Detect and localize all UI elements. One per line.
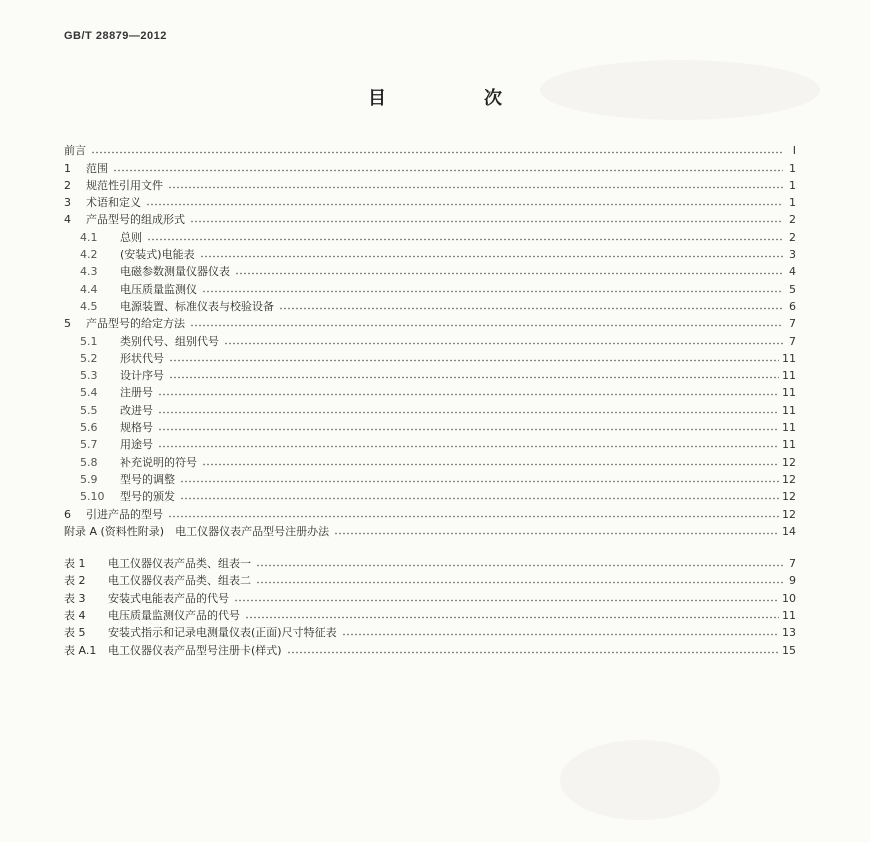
toc-entry-label	[64, 574, 253, 587]
dot-leader	[202, 290, 783, 293]
toc-entry-page-number: 5	[789, 282, 796, 296]
toc-entry-title: 规范性引用文件	[86, 178, 163, 192]
toc-entry[interactable]	[64, 382, 796, 399]
toc-entry[interactable]	[64, 503, 796, 520]
toc-entry-label	[80, 352, 166, 365]
toc-entry[interactable]	[64, 434, 796, 451]
toc-entry-title: 附录 A (资料性附录) 电工仪器仪表产品型号注册办法	[64, 524, 330, 538]
toc-entry-label	[80, 473, 177, 486]
toc-entry-page-number: 11	[782, 369, 796, 383]
toc-entry[interactable]	[64, 244, 796, 261]
toc-entry-title: 总则	[120, 230, 142, 244]
toc-entry-label	[80, 335, 221, 348]
toc-entry-page-number: 1	[789, 161, 796, 175]
toc-entry-number: 4.5	[80, 299, 98, 313]
toc-entry-number: 2	[64, 178, 71, 192]
toc-entry-label	[80, 490, 177, 503]
toc-entry-label	[80, 231, 144, 244]
toc-entry-page-number: 2	[789, 230, 796, 244]
toc-entry-page-number: 12	[782, 455, 796, 469]
dot-leader	[202, 463, 779, 466]
toc-entry[interactable]	[64, 521, 796, 538]
dot-leader	[342, 633, 779, 636]
toc-entry-number: 4.1	[80, 230, 98, 244]
toc-entry-label	[80, 404, 155, 417]
toc-entry-page-number: 12	[782, 507, 796, 521]
dot-leader	[180, 480, 779, 483]
standard-code: GB/T 28879—2012	[64, 30, 167, 42]
dot-leader	[180, 497, 779, 500]
dot-leader	[200, 255, 783, 258]
scan-smudge	[560, 740, 720, 820]
toc-entry-number: 6	[64, 507, 71, 521]
toc-entry-number: 5.2	[80, 351, 98, 365]
toc-table-list	[64, 553, 796, 657]
toc-entry[interactable]	[64, 209, 796, 226]
toc-entry-title: 电磁参数测量仪器仪表	[120, 265, 230, 279]
toc-entry-title: 范围	[86, 161, 108, 175]
toc-entry-page-number: Ⅰ	[792, 144, 796, 158]
toc-entry[interactable]	[64, 313, 796, 330]
toc-entry-page-number: 11	[782, 609, 796, 623]
table-list-entry[interactable]	[64, 570, 796, 587]
dot-leader	[158, 445, 779, 448]
dot-leader	[234, 599, 779, 602]
toc-entry-page-number: 15	[782, 643, 796, 657]
page-title: 目 次	[368, 88, 542, 109]
toc-entry-page-number: 12	[782, 472, 796, 486]
toc-entry-page-number: 11	[782, 386, 796, 400]
toc-entry[interactable]	[64, 348, 796, 365]
toc-entry-number: 表 A.1	[64, 643, 97, 657]
toc-entry-page-number: 3	[789, 248, 796, 262]
toc-entry-number: 5.1	[80, 334, 98, 348]
toc-entry-title: 安装式电能表产品的代号	[108, 591, 229, 605]
dot-leader	[224, 342, 783, 345]
toc-entry[interactable]	[64, 486, 796, 503]
dot-leader	[169, 376, 779, 379]
toc-entry-label	[80, 369, 166, 382]
toc-entry-title: 电压质量监测仪产品的代号	[108, 609, 240, 623]
toc-entry-title: 前言	[64, 144, 86, 158]
toc-entry-title: 型号的调整	[120, 472, 175, 486]
toc-entry-label	[80, 456, 199, 469]
toc-entry[interactable]	[64, 451, 796, 468]
toc-entry-number: 表 2	[64, 574, 86, 588]
toc-entry-title: 注册号	[120, 386, 153, 400]
toc-entry-title: 改进号	[120, 403, 153, 417]
toc-entry-label	[64, 525, 331, 538]
toc-entry-title: 安装式指示和记录电测量仪表(正面)尺寸特征表	[108, 626, 337, 640]
toc-entry[interactable]	[64, 192, 796, 209]
toc-entry-page-number: 11	[782, 403, 796, 417]
toc-entry[interactable]	[64, 399, 796, 416]
toc-entry-number: 4.2	[80, 248, 98, 262]
dot-leader	[287, 651, 779, 654]
toc-entry-number: 4	[64, 213, 71, 227]
toc-entry-title: 术语和定义	[86, 196, 141, 210]
table-list-entry[interactable]	[64, 553, 796, 570]
toc-entry-label	[64, 508, 165, 521]
toc-entry-label	[80, 300, 276, 313]
toc-entry-page-number: 13	[782, 626, 796, 640]
dot-leader	[169, 359, 779, 362]
dot-leader	[190, 324, 783, 327]
toc-entry-title: 规格号	[120, 421, 153, 435]
toc-entry-label	[80, 386, 155, 399]
toc-entry[interactable]	[64, 157, 796, 174]
toc-entry-title: 电压质量监测仪	[120, 282, 197, 296]
toc-entry-number: 1	[64, 161, 71, 175]
toc-entry-label	[64, 592, 231, 605]
toc-entry[interactable]	[64, 140, 796, 157]
toc-entry-number: 表 3	[64, 591, 86, 605]
toc-entry[interactable]	[64, 278, 796, 295]
toc-entry-title: 产品型号的组成形式	[86, 213, 185, 227]
toc-entry-label	[64, 626, 339, 639]
toc-entry-title: 电源装置、标准仪表与校验设备	[120, 299, 274, 313]
toc-entry-page-number: 1	[789, 178, 796, 192]
toc-entry-title: 补充说明的符号	[120, 455, 197, 469]
toc-entry-page-number: 11	[782, 421, 796, 435]
toc-entry-label	[64, 179, 165, 192]
toc-entry-title: 设计序号	[120, 369, 164, 383]
toc-entry-label	[64, 162, 110, 175]
toc-entry[interactable]	[64, 469, 796, 486]
toc-entry-number: 5.10	[80, 490, 105, 504]
toc-entry-title: 电工仪器仪表产品类、组表二	[108, 574, 251, 588]
toc-entry-page-number: 2	[789, 213, 796, 227]
toc-entry-label	[64, 196, 143, 209]
toc-entry-title: 引进产品的型号	[86, 507, 163, 521]
dot-leader	[91, 151, 783, 154]
toc-entry-number: 5.9	[80, 472, 98, 486]
dot-leader	[158, 428, 779, 431]
toc-entry-title: 类别代号、组别代号	[120, 334, 219, 348]
toc-entry-page-number: 7	[789, 334, 796, 348]
toc-entry-title: 用途号	[120, 438, 153, 452]
toc-entry-title: (安装式)电能表	[120, 248, 195, 262]
dot-leader	[168, 186, 783, 189]
toc-entry-number: 5.4	[80, 386, 98, 400]
dot-leader	[256, 564, 783, 567]
toc-entry-number: 5.7	[80, 438, 98, 452]
toc-entry-number: 表 5	[64, 626, 86, 640]
toc-entry-label	[80, 438, 155, 451]
toc-entry-number: 5.6	[80, 421, 98, 435]
toc-entry[interactable]	[64, 417, 796, 434]
table-list-entry[interactable]	[64, 622, 796, 639]
dot-leader	[235, 272, 783, 275]
toc-entry[interactable]	[64, 175, 796, 192]
toc-entry-number: 5	[64, 317, 71, 331]
dot-leader	[245, 616, 779, 619]
toc-entry-title: 电工仪器仪表产品类、组表一	[108, 557, 251, 571]
toc-entry-title: 产品型号的给定方法	[86, 317, 185, 331]
toc-entry[interactable]	[64, 296, 796, 313]
toc-entry-page-number: 11	[782, 351, 796, 365]
toc-gap	[64, 538, 796, 553]
toc-entry[interactable]	[64, 330, 796, 347]
toc-entry-page-number: 14	[782, 524, 796, 538]
toc-entry-page-number: 7	[789, 557, 796, 571]
toc-entry-number: 5.8	[80, 455, 98, 469]
dot-leader	[147, 238, 783, 241]
toc-entry-page-number: 12	[782, 490, 796, 504]
dot-leader	[113, 169, 783, 172]
toc-entry-number: 表 1	[64, 557, 86, 571]
dot-leader	[190, 220, 783, 223]
toc-entry-label	[64, 317, 187, 330]
toc-entry-label	[80, 265, 232, 278]
toc-entry[interactable]	[64, 226, 796, 243]
dot-leader	[158, 393, 779, 396]
toc-section-list	[64, 140, 796, 538]
toc-entry-label	[80, 283, 199, 296]
table-of-contents	[64, 140, 796, 657]
toc-entry[interactable]	[64, 261, 796, 278]
toc-entry-label	[64, 557, 253, 570]
toc-entry-title: 型号的颁发	[120, 490, 175, 504]
toc-entry-number: 3	[64, 196, 71, 210]
dot-leader	[168, 515, 779, 518]
dot-leader	[279, 307, 783, 310]
toc-entry-number: 表 4	[64, 609, 86, 623]
toc-entry-label	[64, 213, 187, 226]
dot-leader	[158, 411, 779, 414]
toc-entry-label	[64, 644, 284, 657]
toc-entry-label	[80, 248, 197, 261]
toc-entry-label	[80, 421, 155, 434]
toc-entry[interactable]	[64, 365, 796, 382]
toc-entry-page-number: 9	[789, 574, 796, 588]
toc-entry-title: 形状代号	[120, 351, 164, 365]
toc-entry-page-number: 11	[782, 438, 796, 452]
toc-entry-number: 5.3	[80, 369, 98, 383]
toc-entry-title: 电工仪器仪表产品型号注册卡(样式)	[108, 643, 282, 657]
toc-entry-number: 5.5	[80, 403, 98, 417]
toc-entry-page-number: 10	[782, 591, 796, 605]
toc-entry-number: 4.3	[80, 265, 98, 279]
dot-leader	[256, 581, 783, 584]
toc-entry-page-number: 7	[789, 317, 796, 331]
table-list-entry[interactable]	[64, 605, 796, 622]
toc-entry-page-number: 1	[789, 196, 796, 210]
toc-entry-label	[64, 609, 242, 622]
toc-entry-page-number: 4	[789, 265, 796, 279]
toc-entry-number: 4.4	[80, 282, 98, 296]
dot-leader	[146, 203, 783, 206]
table-list-entry[interactable]	[64, 587, 796, 604]
toc-entry-page-number: 6	[789, 299, 796, 313]
table-list-entry[interactable]	[64, 639, 796, 656]
dot-leader	[334, 532, 779, 535]
toc-entry-label	[64, 144, 88, 157]
